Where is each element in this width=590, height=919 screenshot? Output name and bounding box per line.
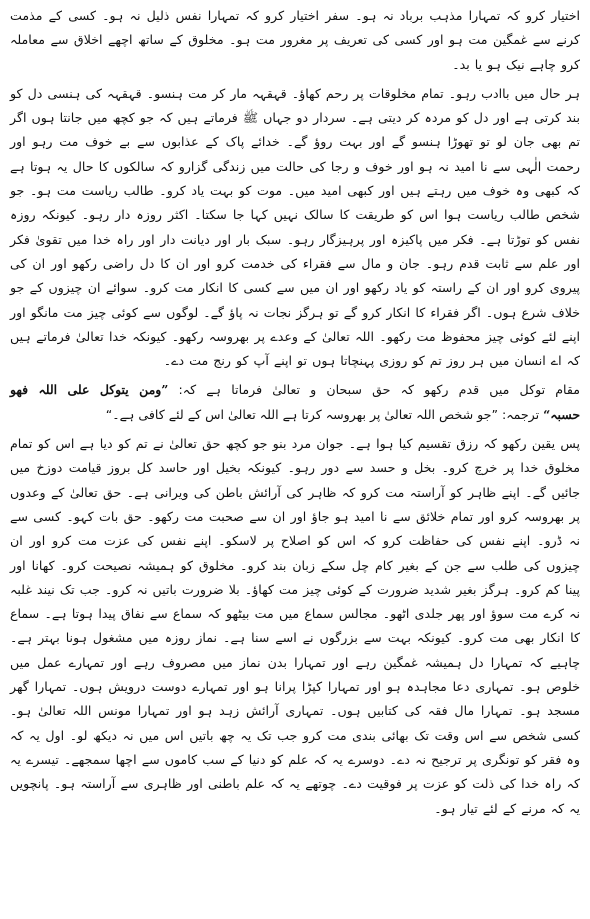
quote-arabic-close: حسبہ“ bbox=[543, 406, 580, 422]
quote-intro: مقام توکل میں قدم رکھو کہ حق سبحان و تعالیٰ فرماتا ہے کہ: bbox=[178, 382, 580, 398]
quote-translation-line bbox=[10, 403, 580, 427]
closing-paragraph: پس یقین رکھو کہ رزق تقسیم کیا ہوا ہے۔ جوان مرد بنو جو کچھ حق تعالیٰ نے تم کو دیا ہے اس کو تمام مخلوق خدا پر خرچ کرو۔ بخل و حسد سے دور رہو۔ کیونکہ بخیل اور حاسد کل بروز قیامت دوزخ میں جائیں گے۔ اپنے ظاہر کو آراستہ مت کرو کہ ظاہر کی آرائش باطن کی ویرانی ہے۔ حق تعالیٰ کے وعدوں پر بھروسہ کرو اور تمام خلائق سے نا امید ہو جاؤ اور ان سے صحبت مت رکھو۔ حق بات کہو۔ کسی سے نہ ڈرو۔ اپنے نفس کی حفاظت کرو کہ اس کو اصلاح پر لاسکو۔ اپنے نفس کی عزت مت کرو اور ان چیزوں کی طلب سے جن کے بغیر کام چل سکے زبان بند کرو۔ مخلوق کو ہمیشہ نصیحت کرو۔ کھانا اور پینا کم کرو۔ ہرگز بغیر شدید ضرورت کے کوئی چیز مت کھاؤ۔ بلا ضرورت باتیں نہ کرو۔ جب تک نیند غلبہ نہ کرے مت سوؤ اور پھر جلدی اٹھو۔ مجالس سماع میں مت بیٹھو کہ سماع سے نفاق پیدا ہوتا ہے۔ سماع کا انکار بھی مت کرو۔ کیونکہ بہت سے بزرگوں نے اسے سنا ہے۔ نماز روزہ میں مشغول ہونا بہتر ہے۔ چاہیے کہ تمہارا دل ہمیشہ غمگین رہے اور تمہارا بدن نماز میں مصروف رہے اور تمہارے عمل میں خلوص ہو۔ تمہاری دعا مجاہدہ ہو اور تمہارا کپڑا پرانا ہو اور تمہارے دوست درویش ہوں۔ تمہارا گھر مسجد ہو۔ تمہارا مال فقہ کی کتابیں ہوں۔ تمہاری آرائش زہد ہو اور تمہارا مونس اللہ تعالیٰ ہو۔ کسی شخص سے اس وقت تک بھائی بندی مت کرو جب تک یہ چھ باتیں اس میں نہ دیکھ لو۔ اول یہ کہ وہ فقر کو تونگری پر ترجیح نہ دے۔ دوسرے یہ کہ علم کو دنیا کے سب کاموں سے اچھا سمجھے۔ تیسرے یہ کہ راہ خدا کی ذلت کو عزت پر فوقیت دے۔ چوتھے یہ کہ علم باطنی اور ظاہری سے آراستہ ہو۔ پانچویں یہ کہ مرنے کے لئے تیار ہو۔ bbox=[10, 436, 580, 816]
paragraph-1: اختیار کرو کہ تمہارا مذہب برباد نہ ہو۔ سفر اختیار کرو کہ تمہارا نفس ذلیل نہ ہو۔ کسی کے مذمت کرنے سے غمگین مت ہو اور کسی کی تعریف پر مغرور مت ہو۔ مخلوق کے ساتھ اچھے اخلاق سے معاملہ کرو چاہے نیک ہو یا بد۔ bbox=[10, 8, 580, 72]
quote-translation: ترجمہ: ”جو شخص اللہ تعالیٰ پر بھروسہ کرتا ہے اللہ تعالیٰ اس کے لئے کافی ہے۔“ bbox=[105, 406, 540, 422]
quote-intro-line bbox=[10, 378, 580, 402]
paragraph-2: ہر حال میں باادب رہو۔ تمام مخلوقات پر رحم کھاؤ۔ قہقہہ مار کر مت ہنسو۔ قہقہہ کی ہنسی دل کو بند کرتی ہے اور دل کو مردہ کر دیتی ہے۔ سردار دو جہاں ﷺ فرماتے ہیں کہ جو کچھ میں جانتا ہوں اگر تم بھی جان لو تو تھوڑا ہنسو گے اور بہت روؤ گے۔ خدائے پاک کے عذابوں سے بے خوف مت رہو اور رحمت الٰہی سے نا امید نہ ہو اور خوف و رجا کی حالت میں زندگی گزارو کہ سالکوں کا حال یہ ہوتا ہے کہ کبھی وہ خوف میں رہتے ہیں اور کبھی امید میں۔ موت کو بہت یاد کرو۔ طالب ریاست مت ہو۔ جو شخص طالب ریاست ہوا اس کو طریقت کا سالک نہیں کہا جا سکتا۔ اکثر روزہ دار رہو۔ کیونکہ روزہ نفس کو توڑتا ہے۔ فکر میں پاکیزہ اور پرہیزگار رہو۔ سبک بار اور دیانت دار اور راہ خدا میں تقویٰ فکر اور علم سے ثابت قدم رہو۔ جان و مال سے فقراء کی خدمت کرو اور ان کا دل راضی رکھو اور ان کی پیروی کرو اور ان کے راستہ کو یاد رکھو اور ان میں سے کسی کا انکار مت کرو۔ سوائے ان چیزوں کے جو خلاف شرع ہوں۔ اگر فقراء کا انکار کرو گے تو ہرگز نجات نہ پاؤ گے۔ لوگوں سے کوئی چیز مت مانگو اور اپنے لئے کوئی چیز محفوظ مت رکھو۔ اللہ تعالیٰ کے وعدے پر بھروسہ رکھو۔ کیونکہ خدا تعالیٰ فرماتے ہیں کہ اے انسان میں ہر روز تم کو روزی پہنچاتا ہوں تو اپنے آپ کو رنج مت دے۔ bbox=[10, 85, 580, 369]
quote-block bbox=[10, 378, 580, 427]
quote-arabic-open: ”ومن یتوکل علی اللہ فھو bbox=[10, 382, 169, 398]
